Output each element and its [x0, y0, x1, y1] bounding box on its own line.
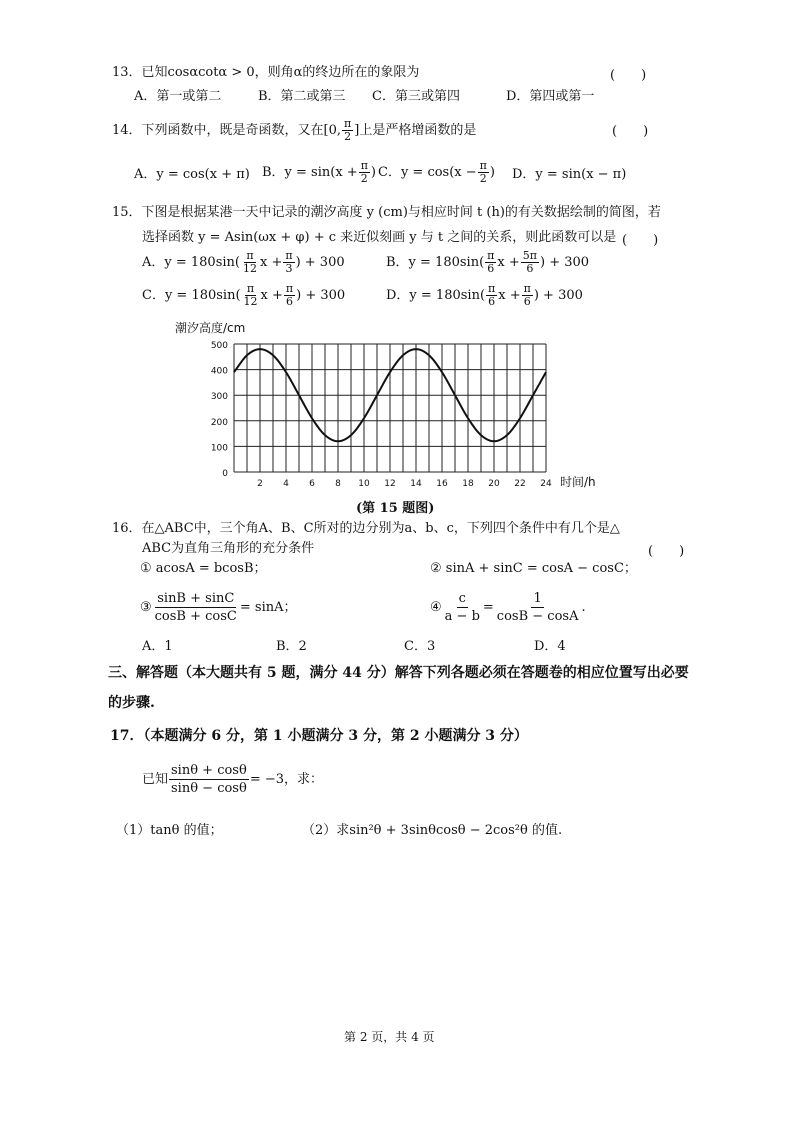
section3-heading-cont: 的步骤. — [108, 695, 155, 711]
x-tick-label: 6 — [309, 479, 315, 489]
x-tick-label: 2 — [257, 479, 263, 489]
q14-option-c: C．y = cos(x − $\frac{\pi}{2}$ ) — [378, 159, 495, 185]
q13-option-d: D．第四或第一 — [506, 89, 595, 104]
q17-title: 17．（本题满分 6 分，第 1 小题满分 3 分，第 2 小题满分 3 分） — [110, 728, 528, 744]
q15-stem-line1: 15．下图是根据某港一天中记录的潮汐高度 y (cm)与相应时间 t (h)的有关数据绘制的简图，若 — [112, 205, 661, 220]
q15-option-c: C．y = 180sin( $\frac{\pi}{12}$ x + $\frac{\pi}{6}$ ) + 300 — [142, 282, 346, 308]
q15-option-d: D．y = 180sin( $\frac{\pi}{6}$ x + $\frac{\pi}{6}$ ) + 300 — [386, 282, 583, 308]
chart-ylabel: 潮汐高度/cm — [175, 321, 246, 335]
x-tick-label: 18 — [462, 479, 474, 489]
x-tick-label: 14 — [410, 479, 422, 489]
q17-part-2: （2）求sin²θ + 3sinθcosθ − 2cos²θ 的值. — [302, 823, 563, 838]
q16-option-d: D．4 — [534, 639, 566, 654]
q16-condition-3: ③ $\frac{\sin B + \sin C}{\cos B + \cos C}$ = sinA； — [140, 591, 297, 624]
q15-option-b: B．y = 180sin( $\frac{\pi}{6}$ x + $\frac{5\pi}{6}$ ) + 300 — [386, 249, 590, 275]
q14-stem: 14．下列函数中，既是奇函数，又在[0, $\frac{\pi}{2}$ ]上是严格增函数的是 — [112, 117, 477, 143]
section3-heading: 三、解答题（本大题共有 5 题，满分 44 分）解答下列各题必须在答题卷的相应位置写出必要 — [108, 665, 689, 681]
q16-condition-1: ① acosA = bcosB； — [140, 561, 267, 576]
x-tick-label: 22 — [514, 479, 526, 489]
q14-option-b: B．y = sin(x + $\frac{\pi}{2}$ ) — [262, 159, 376, 185]
q13-option-a: A．第一或第二 — [134, 89, 222, 104]
q16-condition-2: ② sinA + sinC = cosA − cosC； — [430, 561, 637, 576]
q13-stem: 13．已知cosαcotα > 0，则角α的终边所在的象限为 — [112, 65, 420, 80]
x-tick-label: 16 — [436, 479, 448, 489]
q13-option-c: C．第三或第四 — [372, 89, 460, 104]
page-footer: 第 2 页，共 4 页 — [344, 1030, 435, 1044]
q14-option-a: A．y = cos(x + π) — [134, 167, 250, 182]
q16-condition-4: ④ $\frac{c}{a - b}$ = $\frac{1}{\cos B - \cos A}$ . — [430, 591, 586, 624]
q16-stem-line1: 16．在△ABC中，三个角A、B、C所对的边分别为a、b、c，下列四个条件中有几个是△ — [112, 521, 620, 536]
q17-given: 已知 $\frac{\sin\theta + \cos\theta}{\sin\theta - \cos\theta}$ = −3，求： — [142, 763, 324, 796]
q13-answer-paren: ( ) — [610, 68, 647, 83]
q15-figure-caption: (第 15 题图) — [356, 501, 435, 516]
q15-answer-paren: ( ) — [622, 233, 659, 248]
q17-part-1: （1）tanθ 的值； — [116, 823, 223, 838]
q16-answer-paren: ( ) — [648, 544, 685, 559]
chart-xlabel: 时间/h — [560, 475, 596, 489]
x-tick-label: 24 — [540, 479, 552, 489]
y-tick-label: 200 — [210, 417, 228, 428]
y-tick-label: 0 — [222, 469, 228, 479]
y-tick-label: 400 — [210, 366, 228, 377]
x-tick-label: 12 — [384, 479, 396, 489]
q15-stem-line2: 选择函数 y = Asin(ωx + φ) + c 来近似刻画 y 与 t 之间的关系，则此函数可以是 — [142, 230, 617, 245]
q13-option-b: B．第二或第三 — [258, 89, 346, 104]
x-tick-label: 10 — [358, 479, 370, 489]
q14-option-d: D．y = sin(x − π) — [512, 167, 627, 182]
q16-option-b: B．2 — [276, 639, 307, 654]
tide-chart — [170, 318, 620, 498]
y-tick-label: 500 — [210, 341, 228, 351]
x-tick-label: 4 — [283, 479, 289, 489]
q14-answer-paren: ( ) — [612, 124, 649, 139]
q16-option-a: A．1 — [142, 639, 173, 654]
q16-option-c: C．3 — [404, 639, 436, 654]
y-tick-label: 100 — [210, 443, 228, 454]
x-tick-label: 8 — [335, 479, 341, 489]
q16-stem-line2: ABC为直角三角形的充分条件 — [142, 541, 315, 556]
x-tick-label: 20 — [488, 479, 500, 489]
y-tick-label: 300 — [210, 392, 228, 403]
q15-option-a: A．y = 180sin( $\frac{\pi}{12}$ x + $\frac{\pi}{3}$ ) + 300 — [142, 249, 345, 275]
